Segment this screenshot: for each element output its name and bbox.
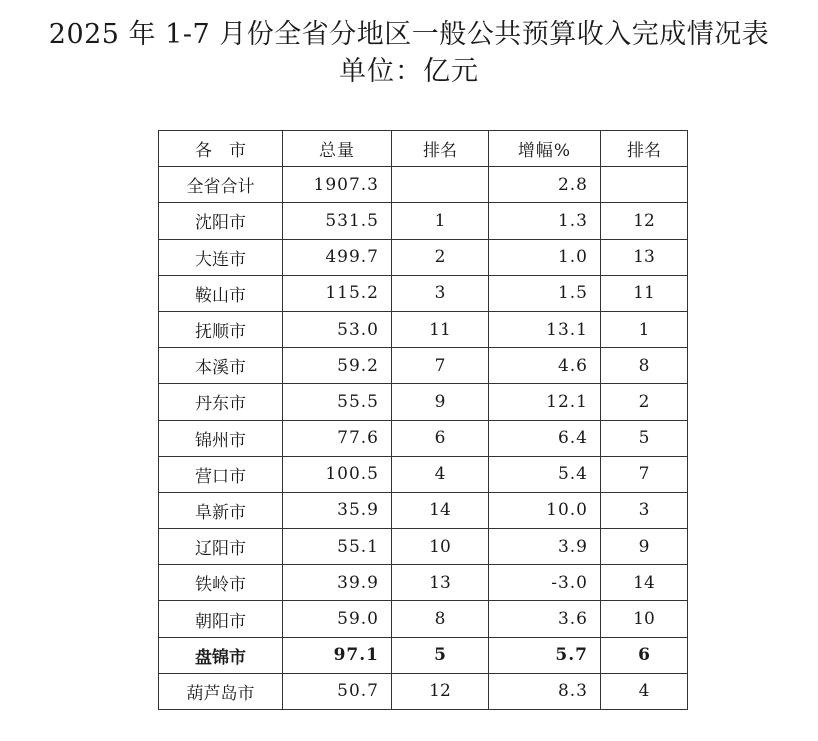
cell-growth-rank: 2	[601, 384, 688, 420]
cell-growth: 1.0	[489, 239, 601, 275]
cell-city: 沈阳市	[159, 203, 283, 239]
table-row	[159, 529, 688, 565]
table-row	[159, 275, 688, 311]
cell-city: 葫芦岛市	[159, 673, 283, 709]
cell-growth-rank: 11	[601, 275, 688, 311]
cell-city: 朝阳市	[159, 601, 283, 637]
table-row	[159, 673, 688, 709]
table-row-province-total	[159, 167, 688, 203]
cell-rank: 8	[392, 601, 489, 637]
cell-city: 抚顺市	[159, 311, 283, 347]
cell-city: 铁岭市	[159, 565, 283, 601]
cell-total: 97.1	[283, 637, 392, 673]
cell-city: 大连市	[159, 239, 283, 275]
cell-rank: 1	[392, 203, 489, 239]
cell-rank: 9	[392, 384, 489, 420]
page-title: 2025 年 1-7 月份全省分地区一般公共预算收入完成情况表	[48, 19, 770, 50]
cell-rank: 5	[392, 637, 489, 673]
header-total: 总量	[283, 131, 392, 167]
cell-growth-rank: 6	[601, 637, 688, 673]
cell-growth: 4.6	[489, 348, 601, 384]
cell-total: 59.0	[283, 601, 392, 637]
cell-growth-rank	[601, 167, 688, 203]
cell-growth-rank: 12	[601, 203, 688, 239]
cell-growth: 8.3	[489, 673, 601, 709]
cell-rank: 14	[392, 492, 489, 528]
cell-total: 115.2	[283, 275, 392, 311]
cell-growth: 3.6	[489, 601, 601, 637]
cell-city: 鞍山市	[159, 275, 283, 311]
cell-total: 77.6	[283, 420, 392, 456]
cell-rank: 13	[392, 565, 489, 601]
unit-label: 单位：亿元	[339, 56, 479, 87]
cell-city: 锦州市	[159, 420, 283, 456]
table-row	[159, 311, 688, 347]
cell-total: 100.5	[283, 456, 392, 492]
table-row	[159, 384, 688, 420]
table-row-highlighted	[159, 637, 688, 673]
cell-total: 531.5	[283, 203, 392, 239]
revenue-table	[158, 130, 688, 710]
cell-rank: 4	[392, 456, 489, 492]
cell-total: 53.0	[283, 311, 392, 347]
cell-total: 35.9	[283, 492, 392, 528]
cell-growth-rank: 3	[601, 492, 688, 528]
cell-total: 55.1	[283, 529, 392, 565]
table-row	[159, 348, 688, 384]
cell-total: 55.5	[283, 384, 392, 420]
cell-growth-rank: 1	[601, 311, 688, 347]
table-row	[159, 456, 688, 492]
cell-total: 50.7	[283, 673, 392, 709]
cell-total: 1907.3	[283, 167, 392, 203]
cell-city: 本溪市	[159, 348, 283, 384]
cell-growth-rank: 8	[601, 348, 688, 384]
header-city: 各 市	[159, 131, 283, 167]
cell-city: 丹东市	[159, 384, 283, 420]
cell-rank	[392, 167, 489, 203]
cell-growth: 12.1	[489, 384, 601, 420]
cell-growth: 5.7	[489, 637, 601, 673]
header-rank: 排名	[392, 131, 489, 167]
cell-growth: 6.4	[489, 420, 601, 456]
cell-city: 辽阳市	[159, 529, 283, 565]
table-row	[159, 492, 688, 528]
cell-growth: 1.5	[489, 275, 601, 311]
cell-growth: 5.4	[489, 456, 601, 492]
table-header-row	[159, 131, 688, 167]
cell-rank: 11	[392, 311, 489, 347]
cell-growth: 1.3	[489, 203, 601, 239]
cell-rank: 2	[392, 239, 489, 275]
cell-growth-rank: 13	[601, 239, 688, 275]
cell-total: 39.9	[283, 565, 392, 601]
cell-city: 全省合计	[159, 167, 283, 203]
cell-city: 营口市	[159, 456, 283, 492]
cell-growth-rank: 5	[601, 420, 688, 456]
cell-growth: 3.9	[489, 529, 601, 565]
cell-total: 499.7	[283, 239, 392, 275]
cell-rank: 12	[392, 673, 489, 709]
cell-growth-rank: 4	[601, 673, 688, 709]
table-row	[159, 239, 688, 275]
cell-growth-rank: 10	[601, 601, 688, 637]
table-row	[159, 420, 688, 456]
cell-growth: 10.0	[489, 492, 601, 528]
cell-city: 阜新市	[159, 492, 283, 528]
cell-rank: 6	[392, 420, 489, 456]
cell-rank: 7	[392, 348, 489, 384]
cell-total: 59.2	[283, 348, 392, 384]
cell-growth-rank: 9	[601, 529, 688, 565]
header-growth-rank: 排名	[601, 131, 688, 167]
cell-city: 盘锦市	[159, 637, 283, 673]
cell-rank: 3	[392, 275, 489, 311]
table-row	[159, 203, 688, 239]
cell-growth-rank: 14	[601, 565, 688, 601]
cell-growth: 2.8	[489, 167, 601, 203]
table-row	[159, 565, 688, 601]
table-row	[159, 601, 688, 637]
cell-rank: 10	[392, 529, 489, 565]
cell-growth: -3.0	[489, 565, 601, 601]
cell-growth: 13.1	[489, 311, 601, 347]
cell-growth-rank: 7	[601, 456, 688, 492]
header-growth: 增幅%	[489, 131, 601, 167]
